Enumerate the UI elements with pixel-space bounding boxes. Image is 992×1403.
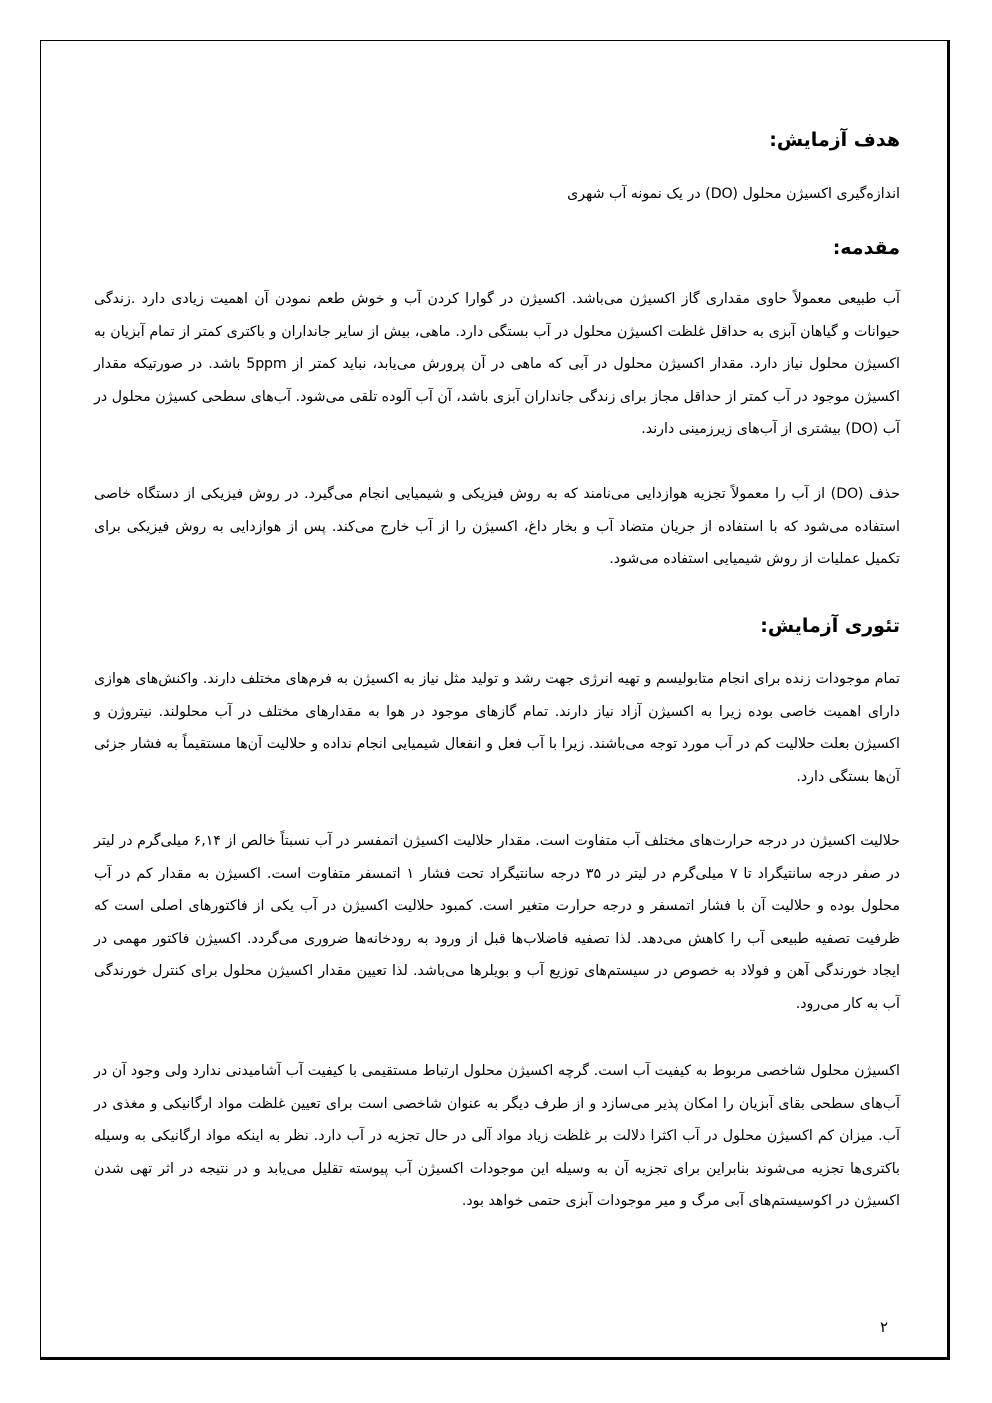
heading-introduction: مقدمه:	[832, 237, 900, 259]
heading-goal: هدف آزمایش:	[769, 129, 900, 151]
paragraph-theory-2: حلالیت اکسیژن در درجه حرارت‌های مختلف آب متفاوت است. مقدار حلالیت اکسیژن اتمفسر در آب نسبتاً خالص از ۶,۱۴ میلی‌گرم در لیتر در صفر درجه سانتیگراد تا ۷ میلی‌گرم در لیتر در ۳۵ درجه سانتیگراد تحت فشار ۱ اتمسفر متفاوت است. اکسیژن به مقدار کم در آب محلول بوده و حلالیت آن با فشار اتمسفر و درجه حرارت متغیر است. کمبود حلالیت اکسیژن در آب یکی از فاکتورهای اصلی است که ظرفیت تصفیه طبیعی آب را کاهش می‌دهد. لذا تصفیه فاضلاب‌ها قبل از ورود به رودخانه‌ها ضروری می‌گردد. اکسیژن فاکتور مهمی در ایجاد خورندگی آهن و فولاد به خصوص در سیستم‌های توزیع آب و بویلرها می‌باشد. لذا تعیین مقدار اکسیژن محلول برای کنترل خورندگی آب به کار می‌رود.	[94, 833, 901, 1012]
paragraph-introduction-1: آب طبیعی معمولاً حاوی مقداری گاز اکسیژن می‌باشد. اکسیژن در گوارا کردن آب و خوش طعم نمودن آن اهمیت زیادی دارد .زندگی حیوانات و گیاهان آبزی به حداقل غلظت اکسیژن محلول در آب بستگی دارد. ماهی، بیش از سایر جانداران و باکتری کمتر از تمام آبزیان به اکسیژن محلول نیاز دارد. مقدار اکسیژن محلول در آبی که ماهی در آن پرورش می‌یابد، نباید کمتر از 5ppm باشد. در صورتیکه مقدار اکسیژن موجود در آب کمتر از حداقل مجاز برای زندگی جانداران آبزی باشد، آن آب آلوده تلقی می‌شود. آب‌های سطحی کسیژن محلول در آب (DO) بیشتری از آب‌های زیرزمینی دارند.	[94, 291, 900, 438]
heading-theory: تئوری آزمایش:	[760, 615, 900, 637]
paragraph-goal: اندازه‌گیری اکسیژن محلول (DO) در یک نمونه آب شهری	[567, 186, 900, 202]
paragraph-introduction-2: حذف (DO) از آب را معمولاً تجزیه هوازدایی می‌نامند که به روش فیزیکی و شیمیایی انجام می‌گیرد. در روش فیزیکی از دستگاه خاصی استفاده می‌شود که با استفاده از جریان متضاد آب و بخار داغ، اکسیژن را از آب خارج می‌کند. پس از هوازدایی به روش فیزیکی برای تکمیل عملیات از روش شیمیایی استفاده می‌شود.	[94, 486, 900, 568]
paragraph-theory-3: اکسیژن محلول شاخصی مربوط به کیفیت آب است. گرچه اکسیژن محلول ارتباط مستقیمی با کیفیت آب آشامیدنی ندارد ولی وجود آن در آب‌های سطحی بقای آبزیان را امکان پذیر می‌سازد و از طرف دیگر به عنوان شاخصی است برای تعیین غلظت مواد ارگانیکی و مغذی در آب. میزان کم اکسیژن محلول در آب اکثرا دلالت بر غلظت زیاد مواد آلی در حال تجزیه در آب دارد. نظر به اینکه مواد ارگانیکی به وسیله باکتری‌ها تجزیه می‌شوند بنابراین برای تجزیه آن به وسیله این موجودات اکسیژن آب پیوسته تقلیل می‌یابد و در نتیجه در اثر تهی شدن اکسیژن در اکوسیستم‌های آبی مرگ و میر موجودات آبزی حتمی خواهد بود.	[94, 1063, 900, 1210]
page-number: ۲	[880, 1318, 889, 1336]
paragraph-theory-1: تمام موجودات زنده برای انجام متابولیسم و تهیه انرژی جهت رشد و تولید مثل نیاز به اکسیژن به فرم‌های مختلف دارند. واکنش‌های هوازی دارای اهمیت خاصی بوده زیرا به اکسیژن آزاد نیاز دارند. تمام گازهای موجود در هوا به مقدارهای مختلف در آب محلولند. نیتروژن و اکسیژن بعلت حلالیت کم در آب مورد توجه می‌باشند. زیرا با آب فعل و انفعال شیمیایی انجام نداده و حلالیت آن‌ها مستقیماً به فشار جزئی آن‌ها بستگی دارد.	[94, 671, 900, 785]
